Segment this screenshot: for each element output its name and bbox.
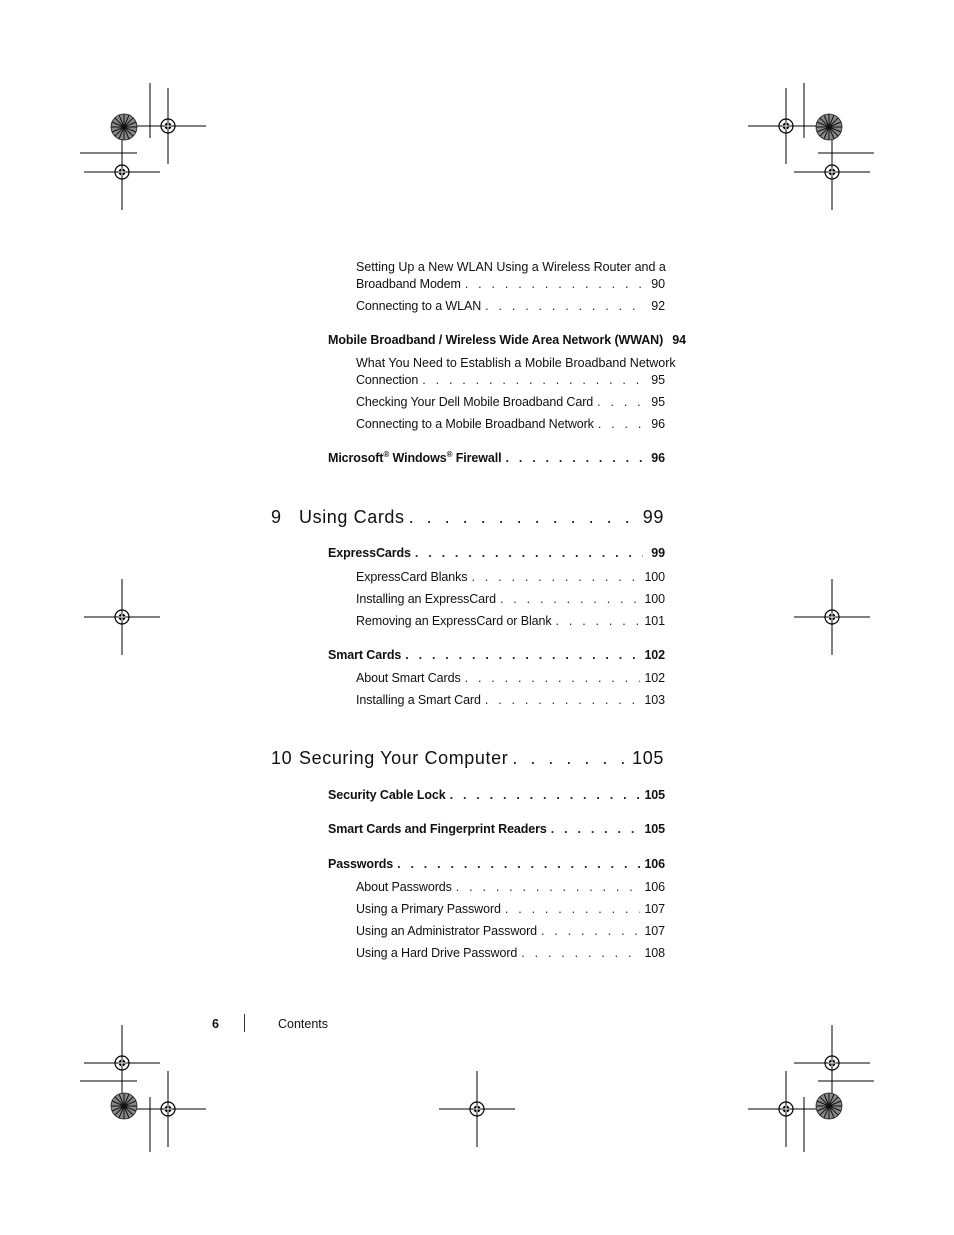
chapter-heading [271,747,508,769]
dot-leader [415,545,643,562]
toc-page-number: 95 [651,395,665,409]
toc-entry-label: Broadband Modem [356,277,461,291]
label-part: Firewall [452,451,502,465]
toc-entry-label: Using a Primary Password [356,902,501,916]
registered-mark: ® [383,449,390,459]
toc-page-number: 99 [651,546,665,560]
toc-section-label: Smart Cards and Fingerprint Readers [328,822,547,836]
toc-entry-label: Checking Your Dell Mobile Broadband Card [356,395,594,409]
footer-page-number: 6 [212,1017,219,1031]
toc-entry-wwan-need[interactable] [356,372,665,389]
toc-entry-label: ExpressCard Blanks [356,570,468,584]
toc-entry-wwan-need-line1: What You Need to Establish a Mobile Broadband Network [356,356,676,370]
toc-page-number: 100 [644,592,665,606]
dot-leader [465,670,641,687]
toc-entry-label: Removing an ExpressCard or Blank [356,614,552,628]
toc-entry-expresscard-blanks[interactable] [356,569,665,586]
toc-entry-about-passwords[interactable] [356,879,665,896]
toc-section-security-cable[interactable] [328,787,665,804]
toc-entry-label: Connecting to a Mobile Broadband Network [356,417,594,431]
toc-entry-connecting-wlan[interactable] [356,298,665,315]
toc-page-number: 108 [644,946,665,960]
toc-page-number: 106 [644,857,665,871]
toc-page-number: 106 [644,880,665,894]
chapter-title: Securing Your Computer [299,748,509,768]
dot-leader [556,613,641,630]
toc-chapter-9[interactable] [271,506,664,528]
toc-entry-wlan-setup-line1: Setting Up a New WLAN Using a Wireless Router and a [356,260,666,274]
toc-page-number: 105 [632,748,664,768]
toc-entry-label: Installing a Smart Card [356,693,481,707]
toc-entry-admin-password[interactable] [356,923,665,940]
toc-page-number: 102 [644,648,665,662]
toc-section-smart-cards[interactable] [328,647,665,664]
dot-leader [541,923,640,940]
footer-divider [244,1014,245,1032]
dot-leader [551,821,641,838]
toc-entry-label: Using a Hard Drive Password [356,946,518,960]
dot-leader [512,747,628,769]
dot-leader [397,856,640,873]
toc-entry-label: Connection [356,373,419,387]
dot-leader [500,591,641,608]
dot-leader [465,276,643,293]
dot-leader [598,416,643,433]
dot-leader [506,450,644,467]
toc-page-number: 99 [642,507,664,527]
dot-leader [485,298,643,315]
dot-leader [450,787,641,804]
toc-entry-label: Using an Administrator Password [356,924,538,938]
toc-section-expresscards[interactable] [328,545,665,562]
toc-entry-removing-expresscard[interactable] [356,613,665,630]
chapter-heading [271,506,405,528]
toc-section-label [328,450,502,467]
toc-entry-label: Connecting to a WLAN [356,299,482,313]
dot-leader [505,901,641,918]
toc-page-number: 92 [651,299,665,313]
toc-page-number: 103 [644,693,665,707]
toc-entry-label: Installing an ExpressCard [356,592,496,606]
toc-page-number: 107 [644,924,665,938]
toc-page-number: 105 [644,788,665,802]
chapter-number: 9 [271,507,282,527]
dot-leader [597,394,643,411]
toc-entry-about-smart-cards[interactable] [356,670,665,687]
toc-page-number: 90 [651,277,665,291]
toc-section-firewall[interactable] [328,450,665,467]
footer-section-label: Contents [278,1017,329,1031]
toc-page-number: 95 [651,373,665,387]
toc-entry-installing-smart-card[interactable] [356,692,665,709]
toc-page-number: 100 [644,570,665,584]
toc-entry-wlan-setup[interactable] [356,276,665,293]
toc-page-number: 101 [644,614,665,628]
toc-entry-connecting-mbn[interactable] [356,416,665,433]
registered-mark: ® [446,449,453,459]
toc-page-number: 96 [651,451,665,465]
toc-section-label: Mobile Broadband / Wireless Wide Area Network (WWAN) [328,333,664,347]
toc-section-passwords[interactable] [328,856,665,873]
toc-page-number: 94 [672,333,686,347]
toc-entry-checking-card[interactable] [356,394,665,411]
dot-leader [409,506,639,528]
toc-entry-label: About Passwords [356,880,452,894]
toc-section-label: Smart Cards [328,648,402,662]
toc-page-number: 107 [644,902,665,916]
label-part: Windows [389,451,447,465]
toc-section-label: ExpressCards [328,546,411,560]
toc-section-label: Security Cable Lock [328,788,446,802]
dot-leader [471,569,640,586]
toc-entry-installing-expresscard[interactable] [356,591,665,608]
chapter-number: 10 [271,748,293,768]
dot-leader [405,647,640,664]
dot-leader [456,879,641,896]
toc-page-number: 96 [651,417,665,431]
toc-section-wwan[interactable] [328,332,686,349]
toc-section-fingerprint[interactable] [328,821,665,838]
toc-page-number: 105 [644,822,665,836]
dot-leader [485,692,641,709]
toc-section-label: Passwords [328,857,394,871]
toc-page-number: 102 [644,671,665,685]
dot-leader [422,372,643,389]
dot-leader [521,945,640,962]
toc-entry-hdd-password[interactable] [356,945,665,962]
toc-chapter-10[interactable] [271,747,664,769]
label-part: Microsoft [328,451,384,465]
toc-entry-label: About Smart Cards [356,671,461,685]
toc-entry-primary-password[interactable] [356,901,665,918]
chapter-title: Using Cards [299,507,405,527]
